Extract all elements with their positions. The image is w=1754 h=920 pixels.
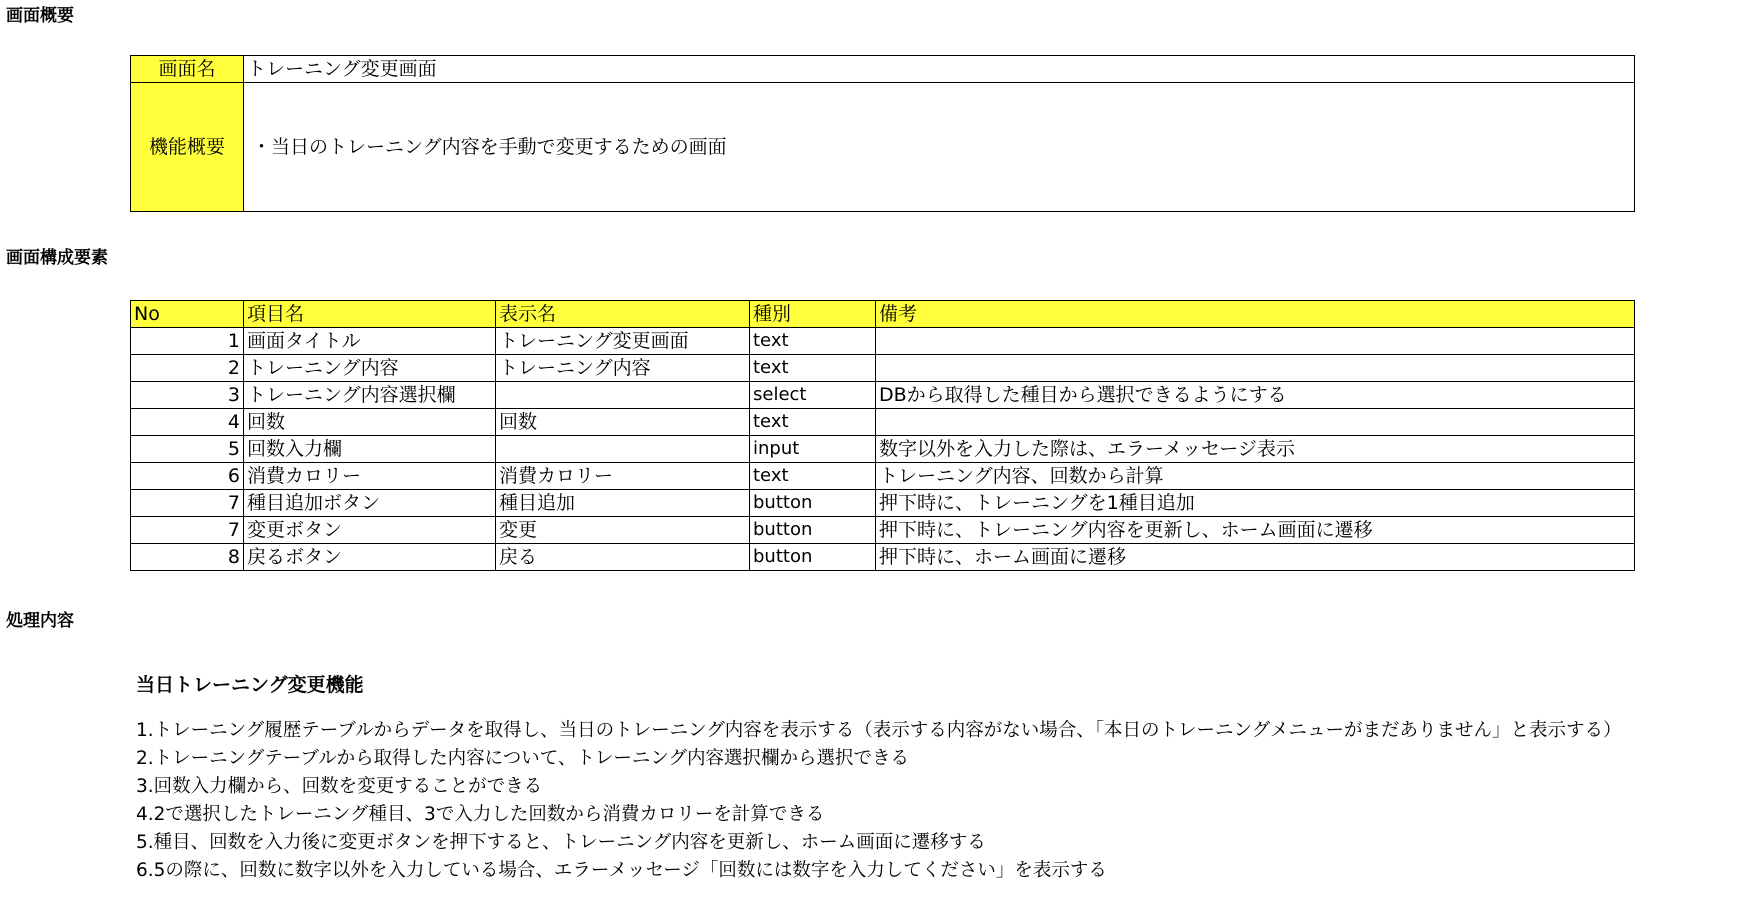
table-row <box>131 409 1635 436</box>
table-row <box>131 382 1635 409</box>
cell-display-name: 回数 <box>496 409 750 436</box>
cell-remarks: 押下時に、トレーニングを1種目追加 <box>876 490 1635 517</box>
cell-no: 7 <box>131 490 244 517</box>
overview-table <box>130 55 1635 212</box>
table-row <box>131 517 1635 544</box>
overview-function-row <box>131 83 1635 212</box>
processing-title: 当日トレーニング変更機能 <box>136 674 364 696</box>
cell-type: button <box>750 517 876 544</box>
cell-no: 5 <box>131 436 244 463</box>
cell-no: 7 <box>131 517 244 544</box>
header-no: No <box>131 301 244 328</box>
cell-type: button <box>750 544 876 571</box>
cell-remarks: 押下時に、ホーム画面に遷移 <box>876 544 1635 571</box>
cell-display-name: 戻る <box>496 544 750 571</box>
cell-display-name: 変更 <box>496 517 750 544</box>
list-item: 6.5の際に、回数に数字以外を入力している場合、エラーメッセージ「回数には数字を入力してください」を表示する <box>136 860 1107 881</box>
cell-remarks <box>876 409 1635 436</box>
components-table <box>130 300 1635 571</box>
cell-item-name: 画面タイトル <box>244 328 496 355</box>
table-row <box>131 436 1635 463</box>
list-item: 1.トレーニング履歴テーブルからデータを取得し、当日のトレーニング内容を表示する（表示する内容がない場合、「本日のトレーニングメニューがまだありません」と表示する） <box>136 720 1622 741</box>
cell-type: select <box>750 382 876 409</box>
table-row <box>131 355 1635 382</box>
table-row <box>131 328 1635 355</box>
cell-item-name: 回数 <box>244 409 496 436</box>
cell-type: button <box>750 490 876 517</box>
header-display-name: 表示名 <box>496 301 750 328</box>
cell-item-name: 変更ボタン <box>244 517 496 544</box>
cell-no: 1 <box>131 328 244 355</box>
cell-no: 3 <box>131 382 244 409</box>
cell-type: text <box>750 463 876 490</box>
cell-display-name: トレーニング変更画面 <box>496 328 750 355</box>
screen-name-label: 画面名 <box>131 56 244 83</box>
cell-item-name: 戻るボタン <box>244 544 496 571</box>
list-item: 4.2で選択したトレーニング種目、3で入力した回数から消費カロリーを計算できる <box>136 804 825 825</box>
cell-remarks: トレーニング内容、回数から計算 <box>876 463 1635 490</box>
header-remarks: 備考 <box>876 301 1635 328</box>
cell-item-name: 種目追加ボタン <box>244 490 496 517</box>
cell-item-name: 回数入力欄 <box>244 436 496 463</box>
cell-display-name: トレーニング内容 <box>496 355 750 382</box>
cell-display-name: 種目追加 <box>496 490 750 517</box>
cell-no: 6 <box>131 463 244 490</box>
overview-name-row <box>131 56 1635 83</box>
cell-item-name: トレーニング内容選択欄 <box>244 382 496 409</box>
processing-heading: 処理内容 <box>6 611 74 631</box>
components-heading: 画面構成要素 <box>6 248 108 268</box>
table-row <box>131 463 1635 490</box>
screen-name-value: トレーニング変更画面 <box>244 56 1635 83</box>
cell-remarks: 押下時に、トレーニング内容を更新し、ホーム画面に遷移 <box>876 517 1635 544</box>
list-item: 3.回数入力欄から、回数を変更することができる <box>136 776 543 797</box>
cell-type: text <box>750 355 876 382</box>
cell-item-name: トレーニング内容 <box>244 355 496 382</box>
components-header-row <box>131 301 1635 328</box>
function-summary-value: ・当日のトレーニング内容を手動で変更するための画面 <box>244 83 1635 212</box>
cell-type: text <box>750 409 876 436</box>
cell-remarks <box>876 355 1635 382</box>
list-item: 5.種目、回数を入力後に変更ボタンを押下すると、トレーニング内容を更新し、ホーム画面に遷移する <box>136 832 986 853</box>
cell-display-name <box>496 382 750 409</box>
header-item-name: 項目名 <box>244 301 496 328</box>
overview-heading: 画面概要 <box>6 6 74 26</box>
processing-steps-list <box>136 717 1621 885</box>
table-row <box>131 490 1635 517</box>
cell-no: 2 <box>131 355 244 382</box>
cell-type: text <box>750 328 876 355</box>
cell-type: input <box>750 436 876 463</box>
header-type: 種別 <box>750 301 876 328</box>
function-summary-label: 機能概要 <box>131 83 244 212</box>
cell-display-name: 消費カロリー <box>496 463 750 490</box>
list-item: 2.トレーニングテーブルから取得した内容について、トレーニング内容選択欄から選択できる <box>136 748 910 769</box>
cell-remarks: DBから取得した種目から選択できるようにする <box>876 382 1635 409</box>
cell-item-name: 消費カロリー <box>244 463 496 490</box>
cell-no: 8 <box>131 544 244 571</box>
cell-remarks <box>876 328 1635 355</box>
cell-remarks: 数字以外を入力した際は、エラーメッセージ表示 <box>876 436 1635 463</box>
table-row <box>131 544 1635 571</box>
cell-display-name <box>496 436 750 463</box>
cell-no: 4 <box>131 409 244 436</box>
